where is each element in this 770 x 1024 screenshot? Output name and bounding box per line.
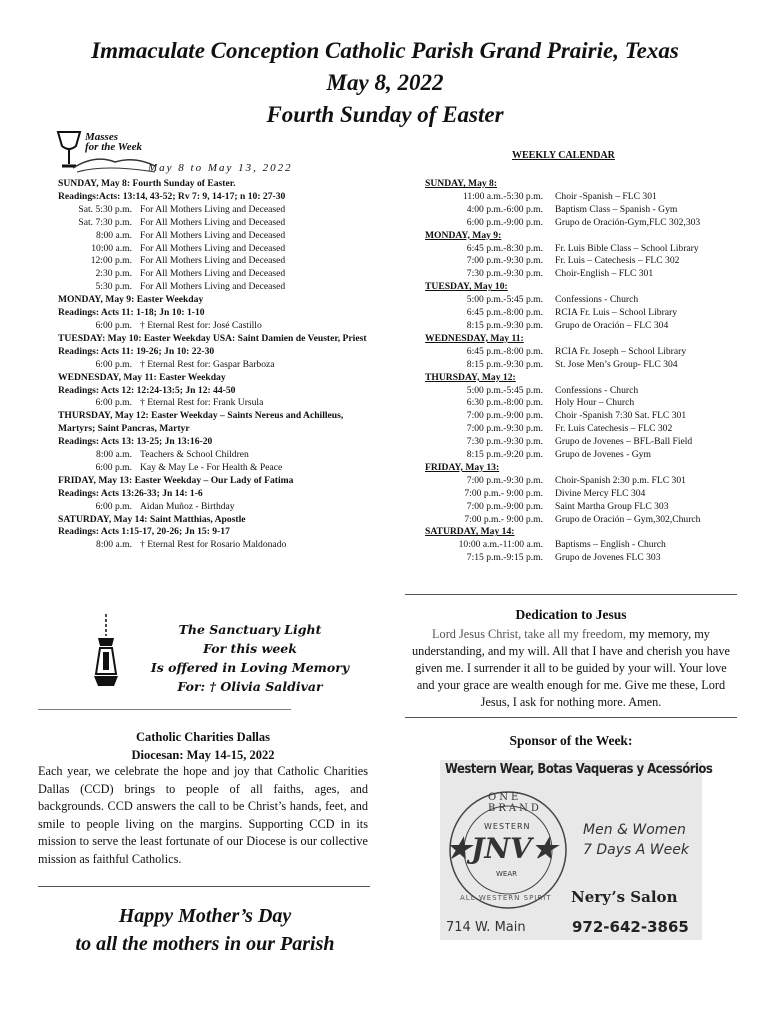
underscore-divider: _______________________________________________________________	[38, 700, 290, 711]
mass-intention-text: Kay & May Le - For Health & Peace	[140, 461, 283, 473]
mass-time: 6:00 p.m.	[95, 461, 132, 473]
event-description: Grupo de Oración-Gym,FLC 302,303	[555, 216, 701, 228]
mass-time: Sat. 5:30 p.m.	[78, 203, 132, 215]
ad-taglines	[583, 820, 689, 860]
calendar-day-heading: SATURDAY, May 14:	[425, 526, 515, 538]
mass-intention	[58, 230, 373, 243]
event-time: 5:00 p.m.-5:45 p.m.	[466, 294, 543, 306]
calendar-event	[425, 423, 755, 436]
calendar-event	[425, 397, 755, 410]
event-time: 6:45 p.m.-8:00 p.m.	[466, 307, 543, 319]
ad-salon-name: Nery’s Salon	[571, 888, 678, 906]
event-description: Grupo de Jovenes FLC 303	[555, 552, 661, 564]
mass-time: 2:30 p.m.	[95, 268, 132, 280]
sanctuary-lamp-icon	[88, 614, 124, 690]
sanctuary-line-3: Is offered in Loving Memory	[150, 660, 350, 675]
calendar-event	[425, 385, 755, 398]
mass-intention	[58, 397, 373, 410]
event-description: Choir -Spanish 7:30 Sat. FLC 301	[555, 410, 687, 422]
mothers-day-line-1: Happy Mother’s Day	[118, 905, 292, 927]
charities-title-1: Catholic Charities Dallas	[135, 730, 271, 744]
mass-intention	[58, 320, 373, 333]
event-description: Saint Martha Group FLC 303	[555, 500, 669, 512]
event-description: Fr. Luis – Catechesis – FLC 302	[555, 255, 680, 267]
event-description: Confessions - Church	[555, 294, 639, 306]
mass-day-heading: Readings: Acts 11: 1-18; Jn 10: 1-10	[58, 307, 205, 319]
mass-time: 12:00 p.m.	[90, 255, 132, 267]
event-description: RCIA Fr. Luis – School Library	[555, 307, 678, 319]
mass-intention	[58, 539, 373, 552]
calendar-event	[425, 243, 755, 256]
event-time: 7:00 p.m.-9:00 p.m.	[466, 410, 543, 422]
charities-title-2: Diocesan: May 14-15, 2022	[131, 748, 275, 762]
mass-intention-text: Teachers & School Children	[140, 449, 249, 461]
calendar-day-heading: MONDAY, May 9:	[425, 229, 502, 241]
mass-intention	[58, 243, 373, 256]
mass-time: 6:00 p.m.	[95, 397, 132, 409]
event-time: 6:45 p.m.-8:00 p.m.	[466, 345, 543, 357]
calendar-event	[425, 217, 755, 230]
calendar-event	[425, 501, 755, 514]
divider-line	[405, 594, 737, 595]
sanctuary-line-4: For: † Olivia Saldivar	[177, 679, 323, 694]
mass-day-heading: TUESDAY: May 10: Easter Weekday USA: Saint Damien de Veuster, Priest	[58, 332, 367, 344]
event-time: 7:15 p.m.-9:15 p.m.	[466, 552, 543, 564]
mass-intention-text: † Eternal Rest for: José Castillo	[140, 319, 262, 331]
event-description: St. Jose Men’s Group- FLC 304	[555, 358, 678, 370]
calendar-event	[425, 436, 755, 449]
calendar-day-heading: FRIDAY, May 13:	[425, 461, 500, 473]
event-time: 7:00 p.m.-9:30 p.m.	[466, 423, 543, 435]
mass-day-heading: Readings: Acts 13: 13-25; Jn 13:16-20	[58, 436, 213, 448]
event-description: Fr. Luis Bible Class – School Library	[555, 242, 699, 254]
event-time: 4:00 p.m.-6:00 p.m.	[466, 203, 543, 215]
ad-headline: Western Wear, Botas Vaqueras y Acessórios	[445, 762, 713, 777]
mass-day-heading: THURSDAY, May 12: Easter Weekday – Saints Nereus and Achilleus, Martyrs; Saint Pancras, Martyr	[58, 410, 344, 435]
calendar-event	[425, 410, 755, 423]
mass-intention-text: For All Mothers Living and Deceased	[140, 268, 286, 280]
event-description: Holy Hour – Church	[555, 397, 635, 409]
event-time: 8:15 p.m.-9:20 p.m.	[466, 449, 543, 461]
mass-day-heading: Readings: Acts 1:15-17, 20-26; Jn 15: 9-17	[58, 526, 230, 538]
mass-intention-text: For All Mothers Living and Deceased	[140, 229, 286, 241]
event-description: Grupo de Jovenes - Gym	[555, 449, 651, 461]
calendar-event	[425, 488, 755, 501]
event-description: Baptism Class – Spanish - Gym	[555, 203, 678, 215]
calendar-event	[425, 294, 755, 307]
brand-name	[446, 832, 557, 865]
event-description: RCIA Fr. Joseph – School Library	[555, 345, 687, 357]
event-description: Grupo de Oración – Gym,302,Church	[555, 513, 701, 525]
mass-day-heading: Readings: Acts 11: 19-26; Jn 10: 22-30	[58, 345, 215, 357]
mass-intention-text: Aidan Muñoz - Birthday	[140, 500, 235, 512]
dedication-prayer	[405, 626, 737, 711]
sanctuary-line-2: For this week	[203, 641, 297, 656]
event-time: 8:15 p.m.-9:30 p.m.	[466, 319, 543, 331]
event-time: 5:00 p.m.-5:45 p.m.	[466, 384, 543, 396]
mass-day-heading: Readings:Acts: 13:14, 43-52; Rv 7: 9, 14-17; n 10: 27-30	[58, 190, 286, 202]
mass-time: 6:00 p.m.	[95, 500, 132, 512]
mass-time: 5:30 p.m.	[95, 281, 132, 293]
masses-week-range: May 8 to May 13, 2022	[148, 162, 293, 174]
event-description: Choir-English – FLC 301	[555, 268, 654, 280]
ad-address: 714 W. Main	[446, 920, 526, 935]
mass-intention	[58, 449, 373, 462]
event-description: Grupo de Jovenes – BFL-Ball Field	[555, 436, 693, 448]
masses-logo-text-1: Masses	[85, 131, 119, 143]
mass-intention	[58, 281, 373, 294]
event-time: 7:00 p.m.- 9:00 p.m.	[464, 513, 543, 525]
charities-title	[38, 728, 368, 764]
mothers-day-greeting	[40, 902, 370, 958]
mass-time: 10:00 a.m.	[91, 242, 132, 254]
calendar-event	[425, 320, 755, 333]
brand-ring-bottom: ALL WESTERN SPIRIT	[460, 894, 552, 902]
mothers-day-line-2: to all the mothers in our Parish	[75, 933, 335, 955]
calendar-day-heading: TUESDAY, May 10:	[425, 281, 508, 293]
mass-intention	[58, 501, 373, 514]
masses-logo-text-2: for the Week	[85, 141, 143, 153]
liturgical-day: Fourth Sunday of Easter	[266, 102, 504, 127]
event-time: 7:00 p.m.- 9:00 p.m.	[464, 487, 543, 499]
calendar-event	[425, 204, 755, 217]
calendar-event	[425, 475, 755, 488]
calendar-event	[425, 268, 755, 281]
mass-intention-text: For All Mothers Living and Deceased	[140, 203, 286, 215]
sanctuary-light-notice	[140, 620, 360, 696]
mass-time: 6:00 p.m.	[95, 358, 132, 370]
event-time: 10:00 a.m.-11:00 a.m.	[458, 539, 543, 551]
brand-name-text: JNV	[471, 832, 532, 865]
dedication-text: my memory, my understanding, and my will. All that I have and cherish you have given me. I surrender it all to be guided by your will. Your love and your grace are wealth enough for me. Give me these, Lord Jesus, I ask for nothing more. Amen.	[412, 627, 730, 709]
mass-day-heading: FRIDAY, May 13: Easter Weekday – Our Lady of Fatima	[58, 474, 294, 486]
calendar-event	[425, 552, 755, 565]
mass-intention-text: For All Mothers Living and Deceased	[140, 255, 286, 267]
mass-intention-text: For All Mothers Living and Deceased	[140, 281, 286, 293]
event-time: 7:30 p.m.-9:30 p.m.	[466, 436, 543, 448]
weekly-calendar	[425, 178, 755, 565]
weekly-calendar-title: WEEKLY CALENDAR	[512, 150, 615, 161]
mass-intention-text: For All Mothers Living and Deceased	[140, 216, 286, 228]
dedication-title: Dedication to Jesus	[515, 607, 627, 622]
mass-intention-text: † Eternal Rest for: Frank Ursula	[140, 397, 264, 409]
event-description: Baptisms – English - Church	[555, 539, 666, 551]
event-time: 7:30 p.m.-9:30 p.m.	[466, 268, 543, 280]
sponsor-title: Sponsor of the Week:	[509, 733, 633, 748]
event-description: Grupo de Oración – FLC 304	[555, 319, 669, 331]
mass-intention	[58, 255, 373, 268]
sponsor-ad	[440, 760, 713, 940]
calendar-event	[425, 307, 755, 320]
calendar-event	[425, 539, 755, 552]
event-description: Confessions - Church	[555, 384, 639, 396]
mass-intention	[58, 217, 373, 230]
event-description: Choir-Spanish 2:30 p.m. FLC 301	[555, 474, 686, 486]
event-time: 11:00 a.m.-5:30 p.m.	[462, 190, 543, 202]
divider-line	[38, 886, 370, 887]
event-description: Choir -Spanish – FLC 301	[555, 190, 657, 202]
mass-day-heading: WEDNESDAY, May 11: Easter Weekday	[58, 371, 226, 383]
calendar-event	[425, 346, 755, 359]
event-time: 7:00 p.m.-9:30 p.m.	[466, 474, 543, 486]
mass-intention	[58, 268, 373, 281]
ad-tagline-2: 7 Days A Week	[583, 842, 689, 858]
mass-time: 8:00 a.m.	[96, 229, 132, 241]
calendar-event	[425, 191, 755, 204]
mass-day-heading: SUNDAY, May 8: Fourth Sunday of Easter.	[58, 178, 236, 189]
mass-intention-text: For All Mothers Living and Deceased	[140, 242, 286, 254]
mass-day-heading: SATURDAY, May 14: Saint Matthias, Apostle	[58, 513, 246, 525]
mass-day-heading: Readings: Acts 12: 12:24-13:5; Jn 12: 44-50	[58, 384, 236, 396]
event-time: 6:00 p.m.-9:00 p.m.	[466, 216, 543, 228]
event-time: 6:30 p.m.-8:00 p.m.	[466, 397, 543, 409]
dedication-lead: Lord Jesus Christ, take all my freedom,	[432, 627, 627, 641]
brand-ring-top: ONE BRAND	[488, 792, 542, 814]
charities-body: Each year, we celebrate the hope and joy that Catholic Charities Dallas (CCD) brings to people of all faiths, ages, and backgrounds. CCD answers the call to be Christ’s hands, feet, and smile to people living on the margins. Supporting CCD in its mission to serve the least fortunate of our Diocese is our collective mission as faithful Catholics.	[38, 764, 368, 866]
calendar-event	[425, 449, 755, 462]
mass-intention-text: † Eternal Rest for Rosario Maldonado	[140, 539, 287, 551]
calendar-day-heading: THURSDAY, May 12:	[425, 371, 516, 383]
mass-time: Sat. 7:30 p.m.	[78, 216, 132, 228]
parish-title: Immaculate Conception Catholic Parish Grand Prairie, Texas	[91, 38, 679, 63]
mass-time: 8:00 a.m.	[96, 449, 132, 461]
event-time: 6:45 p.m.-8:30 p.m.	[466, 242, 543, 254]
mass-time: 6:00 p.m.	[95, 319, 132, 331]
event-description: Divine Mercy FLC 304	[555, 487, 646, 499]
event-time: 7:00 p.m.-9:00 p.m.	[466, 500, 543, 512]
ad-tagline-1: Men & Women	[583, 822, 686, 838]
mass-day-heading: Readings: Acts 13:26-33; Jn 14: 1-6	[58, 487, 203, 499]
event-description: Fr. Luis Catechesis – FLC 302	[555, 423, 673, 435]
mass-time: 8:00 a.m.	[96, 539, 132, 551]
mass-intention	[58, 462, 373, 475]
sanctuary-line-1: The Sanctuary Light	[178, 622, 322, 637]
brand-western: WESTERN	[484, 822, 531, 831]
calendar-event	[425, 514, 755, 527]
bulletin-date: May 8, 2022	[326, 70, 444, 95]
mass-day-heading: MONDAY, May 9: Easter Weekday	[58, 294, 204, 306]
mass-intention-text: † Eternal Rest for: Gaspar Barboza	[140, 358, 275, 370]
brand-wear: WEAR	[496, 870, 517, 878]
jnv-brand-logo	[444, 786, 572, 914]
calendar-day-heading: SUNDAY, May 8:	[425, 178, 498, 189]
star-icon: ★	[446, 832, 472, 865]
masses-list	[58, 178, 373, 552]
divider-line	[405, 717, 737, 718]
mass-intention	[58, 359, 373, 372]
calendar-event	[425, 359, 755, 372]
calendar-day-heading: WEDNESDAY, May 11:	[425, 332, 524, 344]
ad-phone: 972-642-3865	[572, 918, 689, 936]
event-time: 7:00 p.m.-9:30 p.m.	[466, 255, 543, 267]
event-time: 8:15 p.m.-9:30 p.m.	[466, 358, 543, 370]
star-icon: ★	[531, 832, 557, 865]
calendar-event	[425, 255, 755, 268]
mass-intention	[58, 204, 373, 217]
